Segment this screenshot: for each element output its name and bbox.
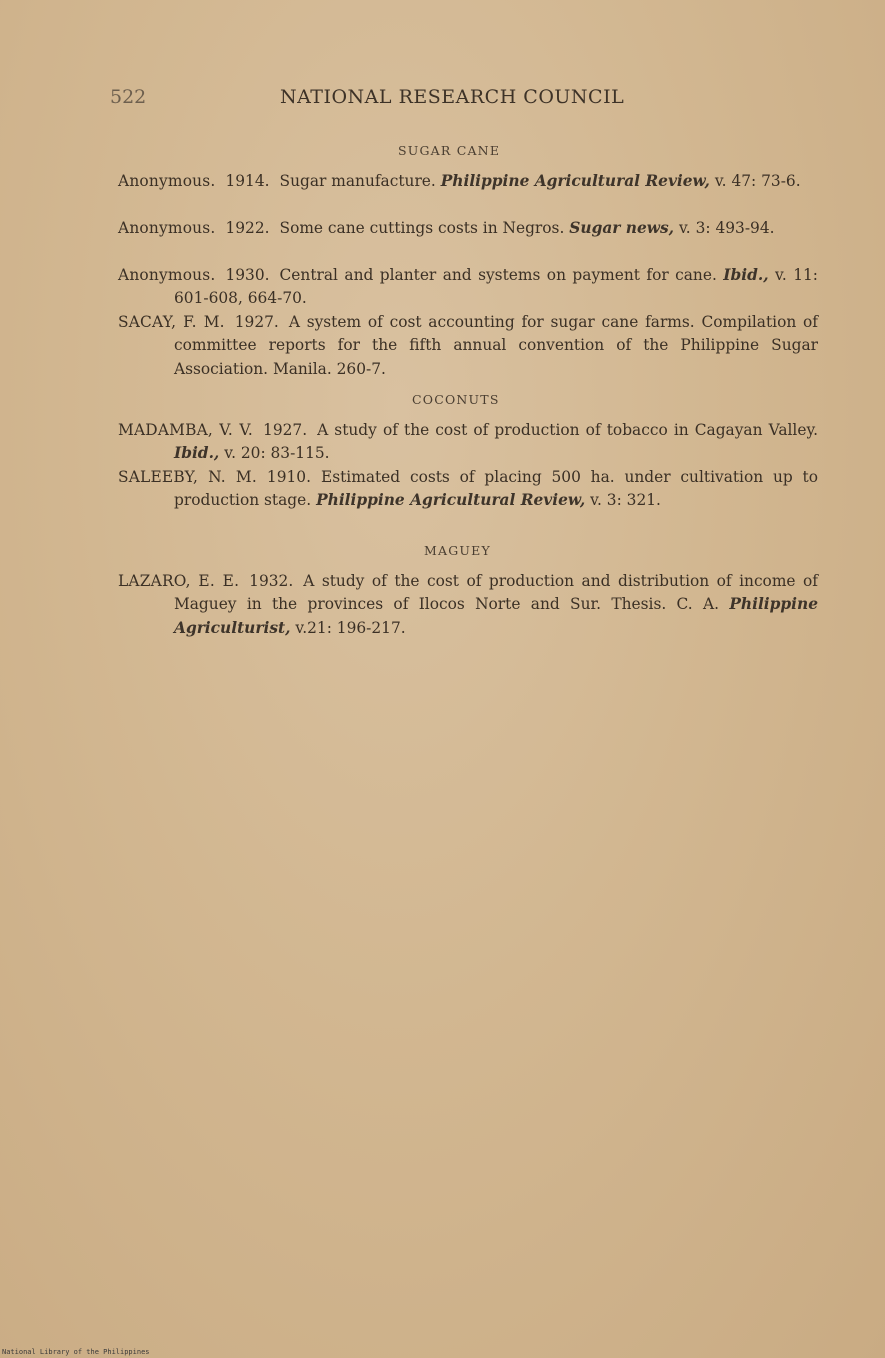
running-title: NATIONAL RESEARCH COUNCIL: [280, 86, 625, 108]
entry-volume-pages: v. 3: 493-94.: [678, 219, 775, 237]
entry-title: Sugar manufacture.: [279, 172, 436, 190]
entry-journal: Ibid.,: [174, 444, 220, 463]
entry-author: Anonymous.: [118, 172, 216, 190]
entry-year: 1932.: [249, 572, 294, 590]
entry-volume-pages: v. 11: 601-608, 664-70.: [174, 266, 818, 308]
entry-author: SACAY, F. M.: [118, 313, 225, 331]
bibliography-entry: [118, 170, 818, 193]
entry-journal: Ibid.,: [723, 266, 769, 284]
entry-title: A system of cost accounting for sugar cane farms. Compilation of committee reports for the fifth annual convention of the Philippine Sugar Association. Manila. 260-7.: [174, 313, 818, 378]
bibliography-entry: [118, 419, 818, 466]
section-heading-maguey: MAGUEY: [424, 543, 491, 558]
entry-author: Anonymous.: [118, 219, 216, 237]
entry-author: MADAMBA, V. V.: [118, 421, 254, 439]
entry-journal: Philippine Agricultural Review,: [316, 491, 586, 510]
library-footer: National Library of the Philippines: [2, 1348, 150, 1356]
entry-year: 1914.: [225, 172, 270, 190]
entry-author: SALEEBY, N. M.: [118, 468, 257, 486]
entry-title: Estimated costs of placing 500 ha. under cultivation up to production stage.: [174, 468, 818, 510]
section-heading-coconuts: COCONUTS: [412, 392, 500, 407]
entry-title: A study of the cost of production of tobacco in Cagayan Valley.: [317, 421, 818, 439]
entry-title: A study of the cost of production and distribution of income of Maguey in the provinces of Ilocos Norte and Sur. Thesis. C. A.: [174, 572, 818, 614]
entry-volume-pages: v.21: 196-217.: [295, 618, 406, 637]
entry-journal: Philippine Agriculturist,: [174, 595, 818, 637]
entry-volume-pages: v. 3: 321.: [590, 491, 661, 510]
entry-volume-pages: v. 20: 83-115.: [224, 444, 330, 463]
entry-author: LAZARO, E. E.: [118, 572, 240, 590]
entry-year: 1930.: [225, 266, 270, 284]
entry-title: Central and planter and systems on payment for cane.: [279, 266, 717, 284]
entry-author: Anonymous.: [118, 266, 216, 284]
bibliography-entry: [118, 264, 818, 311]
entry-volume-pages: v. 47: 73-6.: [714, 172, 801, 190]
entry-title: Some cane cuttings costs in Negros.: [279, 219, 565, 237]
section-heading-sugar-cane: SUGAR CANE: [398, 143, 501, 158]
entry-year: 1927.: [263, 421, 308, 439]
entry-year: 1927.: [234, 313, 279, 331]
page-number: 522: [110, 86, 147, 108]
entry-journal: Philippine Agricultural Review,: [440, 172, 710, 190]
entry-year: 1910.: [266, 468, 311, 486]
bibliography-entry: [118, 217, 818, 240]
bibliography-entry: [118, 311, 818, 381]
page-header: [110, 86, 750, 116]
entry-journal: Sugar news,: [569, 219, 675, 237]
bibliography-entry: [118, 570, 818, 640]
entry-year: 1922.: [225, 219, 270, 237]
bibliography-entry: [118, 466, 818, 513]
